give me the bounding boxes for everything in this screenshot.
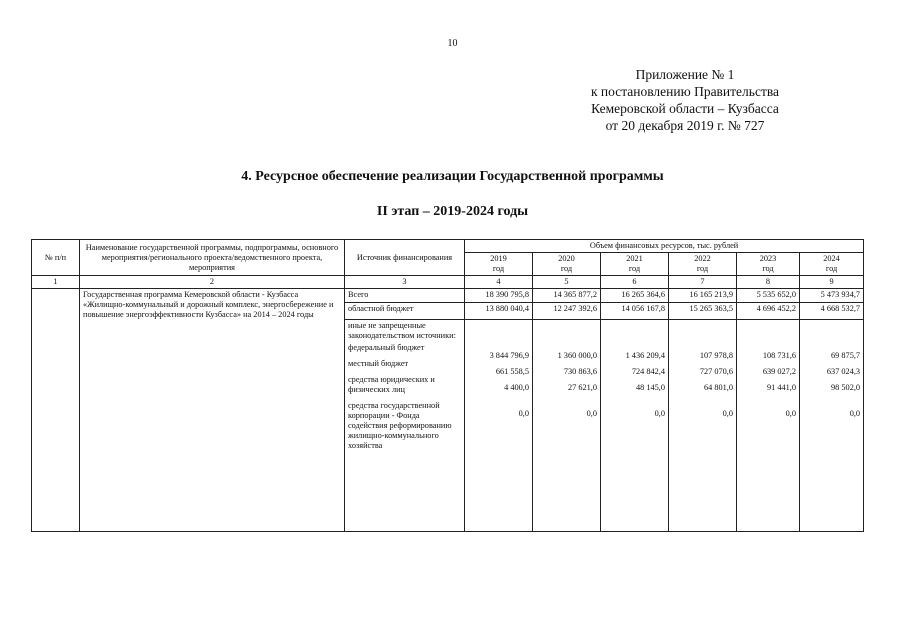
sub-row-value: 0,0: [849, 408, 861, 418]
sub-row-source: средства юридических и физических лиц: [348, 374, 435, 394]
column-number: 3: [345, 276, 465, 289]
column-number: 5: [533, 276, 601, 289]
header-year-value: 2020: [558, 254, 575, 263]
appendix-line-2: к постановлению Правительства: [590, 84, 780, 99]
header-year-value: 2021: [626, 254, 643, 263]
header-year-unit: год: [628, 264, 641, 273]
sub-row-value: 639 027,2: [762, 366, 796, 376]
sub-row-value: 661 558,5: [495, 366, 529, 376]
header-year: [800, 253, 864, 276]
row-source: Всего: [345, 289, 465, 303]
row-value: 4 668 532,7: [800, 302, 864, 319]
sub-values-col: [669, 319, 737, 531]
appendix-block: [560, 66, 810, 134]
appendix-line-4: от 20 декабря 2019 г. № 727: [605, 118, 765, 133]
row-value: 16 165 213,9: [669, 289, 737, 303]
header-volume: Объем финансовых ресурсов, тыс. рублей: [465, 240, 864, 253]
row-value: 12 247 392,6: [533, 302, 601, 319]
sub-row-value: 4 400,0: [504, 382, 529, 392]
sub-row-value: 0,0: [518, 408, 529, 418]
column-number: 4: [465, 276, 533, 289]
sub-row-value: 98 502,0: [831, 382, 861, 392]
column-number: 8: [737, 276, 800, 289]
header-row-1: [32, 240, 864, 253]
column-number: 1: [32, 276, 80, 289]
sub-row-value: 107 978,8: [699, 350, 733, 360]
sub-row-value: 727 070,6: [699, 366, 733, 376]
sub-row-value: 3 844 796,9: [489, 350, 529, 360]
header-year-value: 2019: [490, 254, 507, 263]
sub-row-value: 1 360 000,0: [557, 350, 597, 360]
column-number: 7: [669, 276, 737, 289]
sub-row-value: 637 024,3: [826, 366, 861, 376]
sub-row-value: 64 801,0: [703, 382, 733, 392]
header-num: № п/п: [32, 240, 80, 276]
sub-row-value: 108 731,6: [762, 350, 796, 360]
column-number: 6: [601, 276, 669, 289]
column-number: 9: [800, 276, 864, 289]
sub-row-source: федеральный бюджет: [348, 342, 425, 352]
row-value: 5 473 934,7: [800, 289, 864, 303]
row-value: 15 265 363,5: [669, 302, 737, 319]
header-year-value: 2024: [823, 254, 840, 263]
header-year: [669, 253, 737, 276]
sub-row-value: 0,0: [654, 408, 665, 418]
section-subtitle: II этап – 2019-2024 годы: [376, 204, 529, 219]
appendix-line-3: Кемеровской области – Кузбасса: [591, 101, 779, 116]
sub-values-col: [737, 319, 800, 531]
row-value: 14 365 877,2: [533, 289, 601, 303]
sub-values-col: [465, 319, 533, 531]
row-value: 13 880 040,4: [465, 302, 533, 319]
header-year-unit: год: [825, 264, 838, 273]
resource-table: [31, 239, 864, 532]
sub-row-value: 48 145,0: [635, 382, 665, 392]
header-year-unit: год: [762, 264, 774, 273]
header-source: Источник финансирования: [345, 240, 465, 276]
header-year: [601, 253, 669, 276]
header-year-value: 2023: [759, 254, 777, 263]
sub-values-col: [533, 319, 601, 531]
sub-row-value: 91 441,0: [766, 382, 796, 392]
column-number: 2: [80, 276, 345, 289]
header-year-value: 2022: [694, 254, 711, 263]
sub-row-value: 0,0: [722, 408, 733, 418]
sub-values-col: [601, 319, 669, 531]
sub-row-source: средства государственной корпорации - Фонда содействия реформированию жилищно-коммунального хозяйства: [348, 400, 452, 450]
program-name: Государственная программа Кемеровской области - Кузбасса «Жилищно-коммунальный и дорожный комплекс, энергосбережение и повышение энергоэффективности Кузбасса» на 2014 – 2024 годы: [80, 289, 345, 532]
section-title: 4. Ресурсное обеспечение реализации Государственной программы: [241, 169, 664, 184]
table-row: [32, 289, 864, 303]
sub-row-value: 27 621,0: [567, 382, 597, 392]
row-source: областной бюджет: [345, 302, 465, 319]
other-sources-cell: [345, 319, 465, 531]
header-year-unit: год: [696, 264, 709, 273]
header-year-unit: год: [492, 264, 505, 273]
header-year: [465, 253, 533, 276]
row-value: 18 390 795,8: [465, 289, 533, 303]
header-name: Наименование государственной программы, подпрограммы, основного мероприятия/регионального проекта/ведомственного проекта, мероприятия: [80, 240, 345, 276]
appendix-line-1: Приложение № 1: [635, 67, 735, 82]
row-value: 5 535 652,0: [737, 289, 800, 303]
row-value: 14 056 167,8: [601, 302, 669, 319]
sub-row-value: 0,0: [785, 408, 796, 418]
sub-values-col: [800, 319, 864, 531]
header-year: [737, 253, 800, 276]
row-value: 16 265 364,6: [601, 289, 669, 303]
sub-row-value: 69 875,7: [831, 350, 861, 360]
sub-row-value: 724 842,4: [631, 366, 665, 376]
sub-row-value: 730 863,6: [563, 366, 597, 376]
other-sources-label: иные не запрещенные законодательством источники:: [348, 320, 456, 340]
sub-row-value: 0,0: [586, 408, 597, 418]
row-num-cell: [32, 289, 80, 532]
row-value: 4 696 452,2: [737, 302, 800, 319]
column-number-row: [32, 276, 864, 289]
page-number: 10: [447, 38, 458, 49]
sub-row-source: местный бюджет: [348, 358, 409, 368]
header-year: [533, 253, 601, 276]
sub-row-value: 1 436 209,4: [625, 350, 665, 360]
header-year-unit: год: [560, 264, 573, 273]
